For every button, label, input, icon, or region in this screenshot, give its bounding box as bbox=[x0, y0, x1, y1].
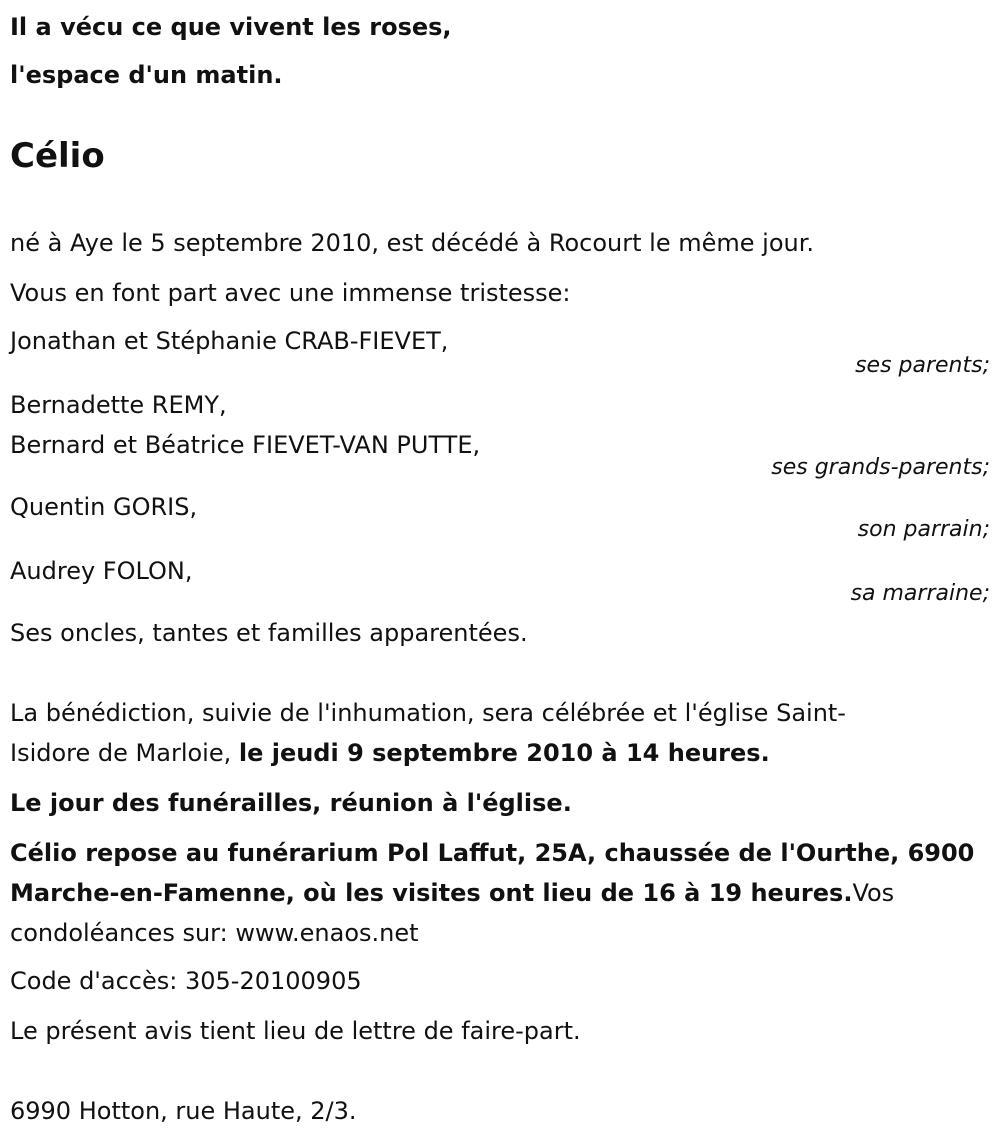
ceremony-date: le jeudi 9 septembre 2010 à 14 heures. bbox=[238, 739, 770, 767]
grandparents-line-1: Bernadette REMY, bbox=[10, 391, 227, 419]
parents-role: ses parents; bbox=[855, 353, 990, 378]
address-line: 6990 Hotton, rue Haute, 2/3. bbox=[10, 1097, 357, 1125]
condolences-line: condoléances sur: www.enaos.net bbox=[10, 919, 419, 947]
reunion-line: Le jour des funérailles, réunion à l'église. bbox=[10, 789, 572, 817]
ceremony-place: Isidore de Marloie, bbox=[10, 739, 239, 767]
grandparents-role: ses grands-parents; bbox=[771, 455, 990, 480]
parents-names: Jonathan et Stéphanie CRAB-FIEVET, bbox=[10, 327, 449, 355]
epigraph-line-1: Il a vécu ce que vivent les roses, bbox=[10, 13, 452, 41]
epigraph-line-2: l'espace d'un matin. bbox=[10, 61, 283, 89]
godmother-role: sa marraine; bbox=[850, 581, 990, 606]
birth-death-line: né à Aye le 5 septembre 2010, est décédé à Rocourt le même jour. bbox=[10, 229, 814, 257]
ceremony-line-2 bbox=[10, 738, 770, 768]
notice-line: Le présent avis tient lieu de lettre de faire-part. bbox=[10, 1017, 581, 1045]
condolences-prefix: Vos bbox=[852, 879, 895, 907]
announcement-line: Vous en font part avec une immense tristesse: bbox=[10, 279, 571, 307]
access-code: Code d'accès: 305-20100905 bbox=[10, 967, 362, 995]
ceremony-line-1: La bénédiction, suivie de l'inhumation, sera célébrée et l'église Saint- bbox=[10, 699, 846, 727]
deceased-name: Célio bbox=[10, 136, 105, 176]
godfather-role: son parrain; bbox=[857, 517, 990, 542]
repose-line-1: Célio repose au funérarium Pol Laffut, 25A, chaussée de l'Ourthe, 6900 bbox=[10, 839, 975, 867]
extended-family-line: Ses oncles, tantes et familles apparentées. bbox=[10, 619, 528, 647]
visiting-hours: Marche-en-Famenne, où les visites ont lieu de 16 à 19 heures. bbox=[10, 879, 853, 907]
repose-line-2 bbox=[10, 878, 894, 908]
godmother-name: Audrey FOLON, bbox=[10, 557, 193, 585]
grandparents-line-2: Bernard et Béatrice FIEVET-VAN PUTTE, bbox=[10, 431, 481, 459]
godfather-name: Quentin GORIS, bbox=[10, 493, 198, 521]
